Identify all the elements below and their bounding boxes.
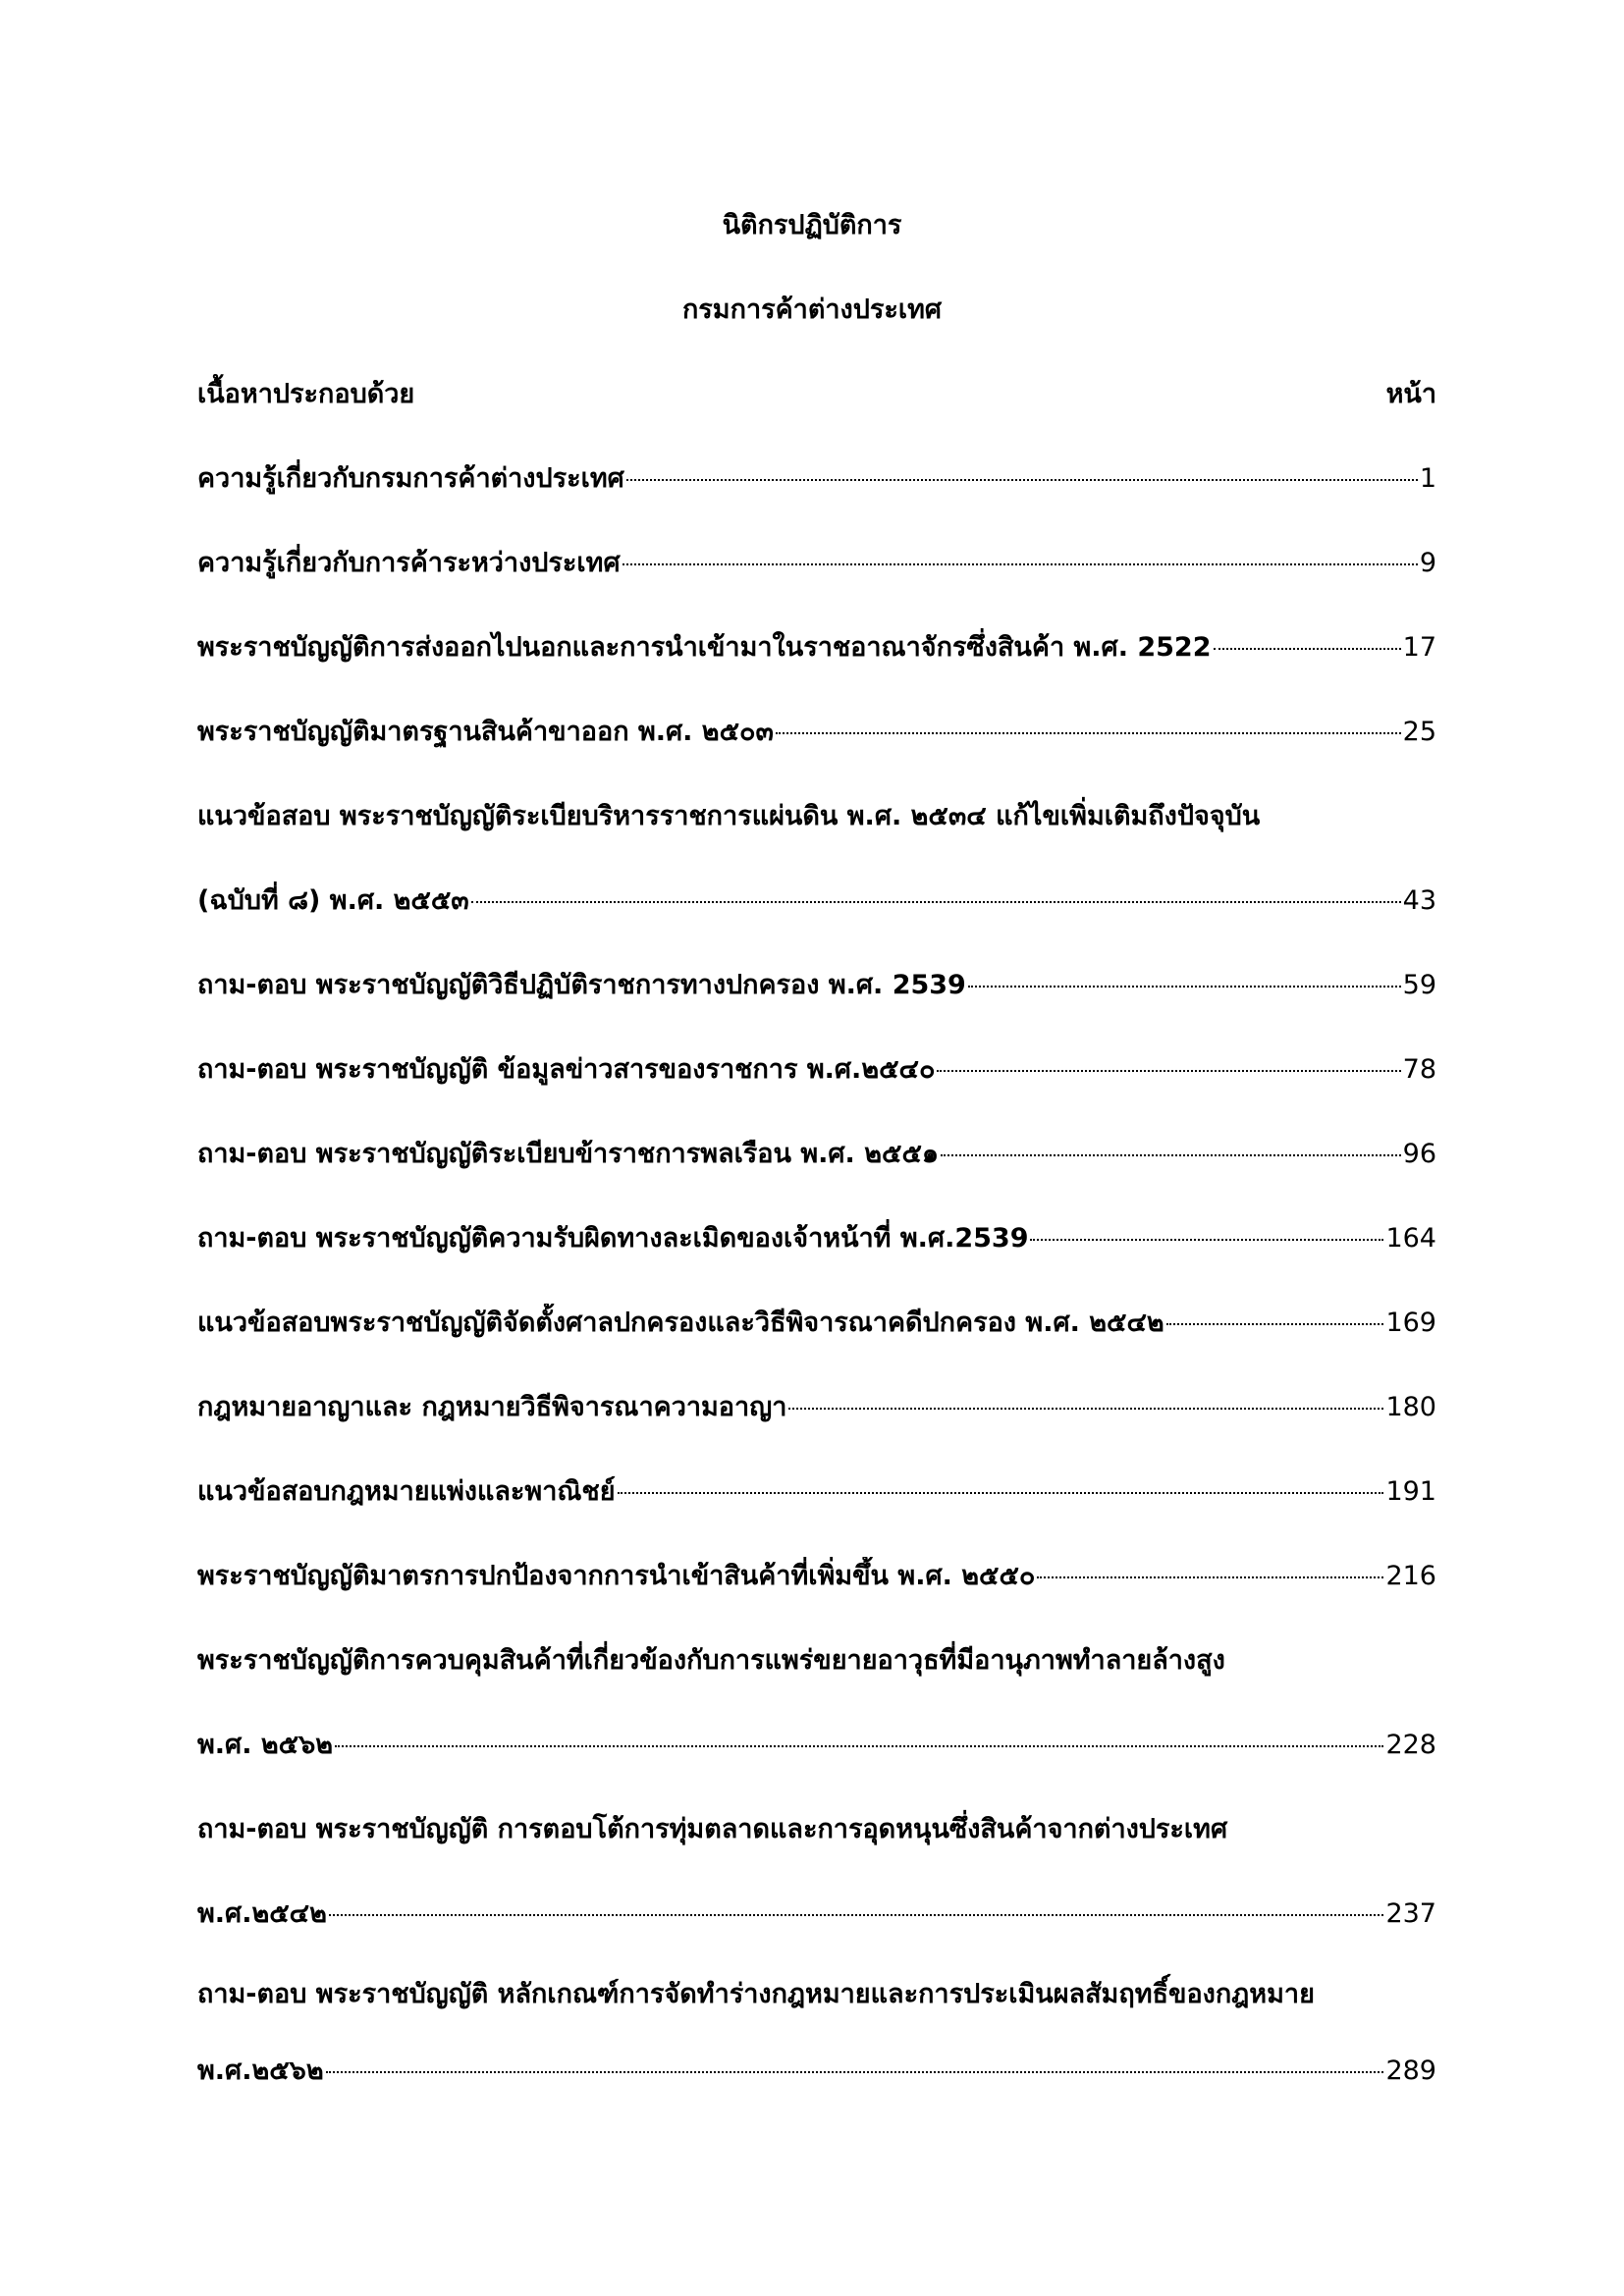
toc-entry-page: 59: [1402, 970, 1436, 1000]
toc-entry-page: 237: [1385, 1898, 1436, 1929]
dot-leader: [937, 1066, 1400, 1072]
toc-entry: [197, 713, 1436, 752]
toc-entry-title: พระราชบัญญัติมาตรการปกป้องจากการนำเข้าสินค้าที่เพิ่มขึ้น พ.ศ. ๒๕๕๐: [197, 1561, 1036, 1591]
dot-leader: [326, 2067, 1384, 2073]
toc-entry-page: 9: [1419, 548, 1436, 578]
toc-entry-title: พ.ศ. ๒๕๖๒: [197, 1730, 334, 1760]
toc-entry-page: 180: [1385, 1392, 1436, 1422]
dot-leader: [941, 1150, 1401, 1156]
dot-leader: [471, 897, 1401, 903]
dot-leader: [776, 728, 1401, 734]
toc-entry-title: ความรู้เกี่ยวกับการค้าระหว่างประเทศ: [197, 548, 621, 578]
toc-entry: [197, 966, 1436, 1005]
toc-entry-page: 169: [1385, 1308, 1436, 1338]
toc-entry-title-line1: ถาม-ตอบ พระราชบัญญัติ หลักเกณฑ์การจัดทำร่างกฎหมายและการประเมินผลสัมฤทธิ์ของกฎหมาย: [197, 1979, 1315, 2009]
dot-leader: [623, 560, 1418, 565]
toc-entry: [197, 628, 1436, 667]
toc-entry-title: พระราชบัญญัติการส่งออกไปนอกและการนำเข้ามาในราชอาณาจักรซึ่งสินค้า พ.ศ. 2522: [197, 632, 1212, 663]
dot-leader: [1214, 644, 1401, 650]
toc-entry: [197, 1050, 1436, 1090]
toc-entry: [197, 459, 1436, 499]
dot-leader: [329, 1910, 1384, 1916]
toc-entry: [197, 1388, 1436, 1427]
page-title: นิติกรปฏิบัติการ: [722, 210, 902, 240]
toc-entry-page: 289: [1385, 2056, 1436, 2086]
toc-entry: [197, 1557, 1436, 1596]
page-subtitle: กรมการค้าต่างประเทศ: [681, 294, 943, 325]
dot-leader: [335, 1741, 1383, 1747]
toc-entry-page: 43: [1402, 885, 1436, 916]
toc-entry-page: 164: [1385, 1223, 1436, 1254]
toc-header-contents: เนื้อหาประกอบด้วย: [197, 379, 415, 409]
toc-entry: [197, 1895, 1436, 1934]
toc-entry-title: (ฉบับที่ ๘) พ.ศ. ๒๕๕๓: [197, 885, 469, 916]
dot-leader: [1030, 1235, 1383, 1241]
toc-entry-page: 78: [1402, 1054, 1436, 1085]
toc-entry-page: 25: [1402, 717, 1436, 747]
toc-entry-title-line1: แนวข้อสอบ พระราชบัญญัติระเบียบริหารราชการแผ่นดิน พ.ศ. ๒๕๓๔ แก้ไขเพิ่มเติมถึงปัจจุบัน: [197, 801, 1261, 831]
dot-leader: [788, 1404, 1383, 1410]
toc-entry: [197, 1135, 1436, 1174]
toc-entry-page: 96: [1402, 1139, 1436, 1169]
dot-leader: [968, 982, 1401, 988]
toc-entry-title-line1: พระราชบัญญัติการควบคุมสินค้าที่เกี่ยวข้องกับการแพร่ขยายอาวุธที่มีอานุภาพทำลายล้างสูง: [197, 1645, 1225, 1676]
toc-entry: [197, 1304, 1436, 1343]
dot-leader: [618, 1488, 1384, 1494]
toc-entry-title: ถาม-ตอบ พระราชบัญญัติความรับผิดทางละเมิดของเจ้าหน้าที่ พ.ศ.2539: [197, 1223, 1029, 1254]
toc-entry-title: พ.ศ.๒๕๖๒: [197, 2056, 324, 2086]
toc-entry: [197, 881, 1436, 921]
toc-entry-page: 17: [1402, 632, 1436, 663]
toc-entry-title: แนวข้อสอบกฎหมายแพ่งและพาณิชย์: [197, 1476, 616, 1507]
toc-entry: [197, 1472, 1436, 1512]
toc-entry-page: 191: [1385, 1476, 1436, 1507]
toc-entry: [197, 2052, 1436, 2091]
toc-entry-page: 228: [1385, 1730, 1436, 1760]
toc-entry: [197, 544, 1436, 583]
toc-entry-title: ความรู้เกี่ยวกับกรมการค้าต่างประเทศ: [197, 463, 624, 494]
toc-entry-title: ถาม-ตอบ พระราชบัญญัติวิธีปฏิบัติราชการทางปกครอง พ.ศ. 2539: [197, 970, 966, 1000]
toc-header-page: หน้า: [1385, 379, 1436, 409]
dot-leader: [626, 475, 1418, 481]
toc-entry-page: 216: [1385, 1561, 1436, 1591]
toc-entry-title-line1: ถาม-ตอบ พระราชบัญญัติ การตอบโต้การทุ่มตลาดและการอุดหนุนซึ่งสินค้าจากต่างประเทศ: [197, 1814, 1228, 1844]
dot-leader: [1166, 1319, 1384, 1325]
toc-entry-title: พ.ศ.๒๕๔๒: [197, 1898, 327, 1929]
toc-entry-title: กฎหมายอาญาและ กฎหมายวิธีพิจารณาความอาญา: [197, 1392, 787, 1422]
toc-entry-page: 1: [1419, 463, 1436, 494]
toc-entry: [197, 1726, 1436, 1765]
toc-entry-title: ถาม-ตอบ พระราชบัญญัติ ข้อมูลข่าวสารของราชการ พ.ศ.๒๕๔๐: [197, 1054, 936, 1085]
toc-entry: [197, 1219, 1436, 1258]
toc-entry-title: แนวข้อสอบพระราชบัญญัติจัดตั้งศาลปกครองและวิธีพิจารณาคดีปกครอง พ.ศ. ๒๕๔๒: [197, 1308, 1164, 1338]
toc-entry-title: ถาม-ตอบ พระราชบัญญัติระเบียบข้าราชการพลเรือน พ.ศ. ๒๕๕๑: [197, 1139, 940, 1169]
toc-entry-title: พระราชบัญญัติมาตรฐานสินค้าขาออก พ.ศ. ๒๕๐๓: [197, 717, 774, 747]
dot-leader: [1037, 1573, 1383, 1578]
